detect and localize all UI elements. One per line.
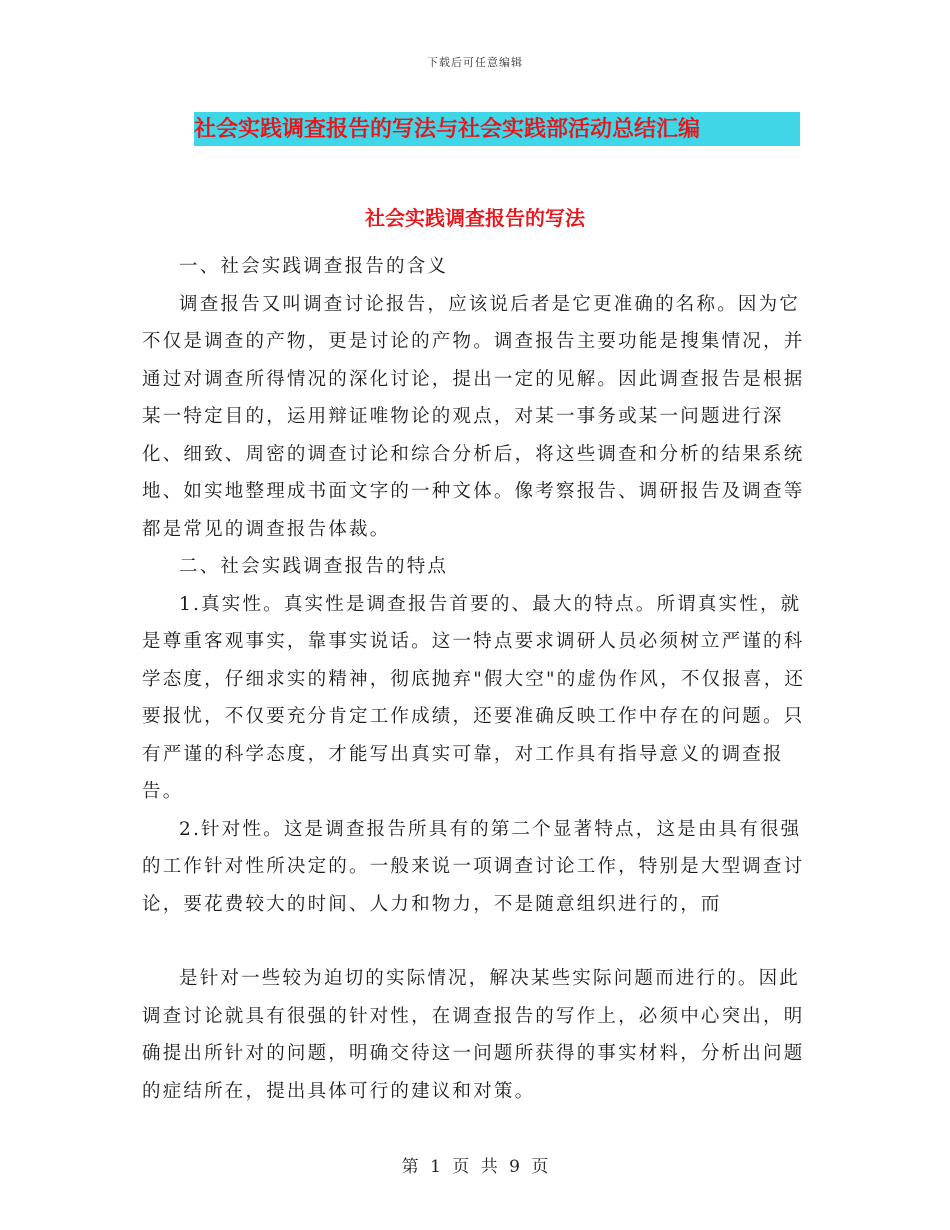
body-text <box>142 248 808 923</box>
heading-meaning: 一、社会实践调查报告的含义 <box>179 256 449 277</box>
paragraph-pertinence-continued: 是针对一些较为迫切的实际情况，解决某些实际问题而进行的。因此调查讨论就具有很强的针对性，在调查报告的写作上，必须中心突出，明确提出所针对的问题，明确交待这一问题所获得的事实材料，分析出问题的症结所在，提出具体可行的建议和对策。 <box>142 968 805 1102</box>
paragraph-authenticity: 1.真实性。真实性是调查报告首要的、最大的特点。所谓真实性，就是尊重客观事实，靠事实说话。这一特点要求调研人员必须树立严谨的科学态度，仔细求实的精神，彻底抛弃"假大空"的虚伪作风，不仅报喜，还要报忧，不仅要充分肯定工作成绩，还要准确反映工作中存在的问题。只有严谨的科学态度，才能写出真实可靠，对工作具有指导意义的调查报告。 <box>142 593 806 802</box>
body-text-continued <box>142 960 808 1110</box>
section-title: 社会实践调查报告的写法 <box>365 206 585 230</box>
paragraph-meaning: 调查报告又叫调查讨论报告，应该说后者是它更准确的名称。因为它不仅是调查的产物，更是讨论的产物。调查报告主要功能是搜集情况，并通过对调查所得情况的深化讨论，提出一定的见解。因此调查报告是根据某一特定目的，运用辩证唯物论的观点，对某一事务或某一问题进行深化、细致、周密的调查讨论和综合分析后，将这些调查和分析的结果系统地、如实地整理成书面文字的一种文体。像考察报告、调研报告及调查等都是常见的调查报告体裁。 <box>142 293 805 540</box>
document-title: 社会实践调查报告的写法与社会实践部活动总结汇编 <box>194 112 800 146</box>
header-note: 下载后可任意编辑 <box>427 56 523 69</box>
page-footer: 第 1 页 共 9 页 <box>401 1157 549 1177</box>
paragraph-pertinence: 2.针对性。这是调查报告所具有的第二个显著特点，这是由具有很强的工作针对性所决定的。一般来说一项调查讨论工作，特别是大型调查讨论，要花费较大的时间、人力和物力，不是随意组织进行的，而 <box>142 818 805 915</box>
heading-features: 二、社会实践调查报告的特点 <box>179 556 449 577</box>
